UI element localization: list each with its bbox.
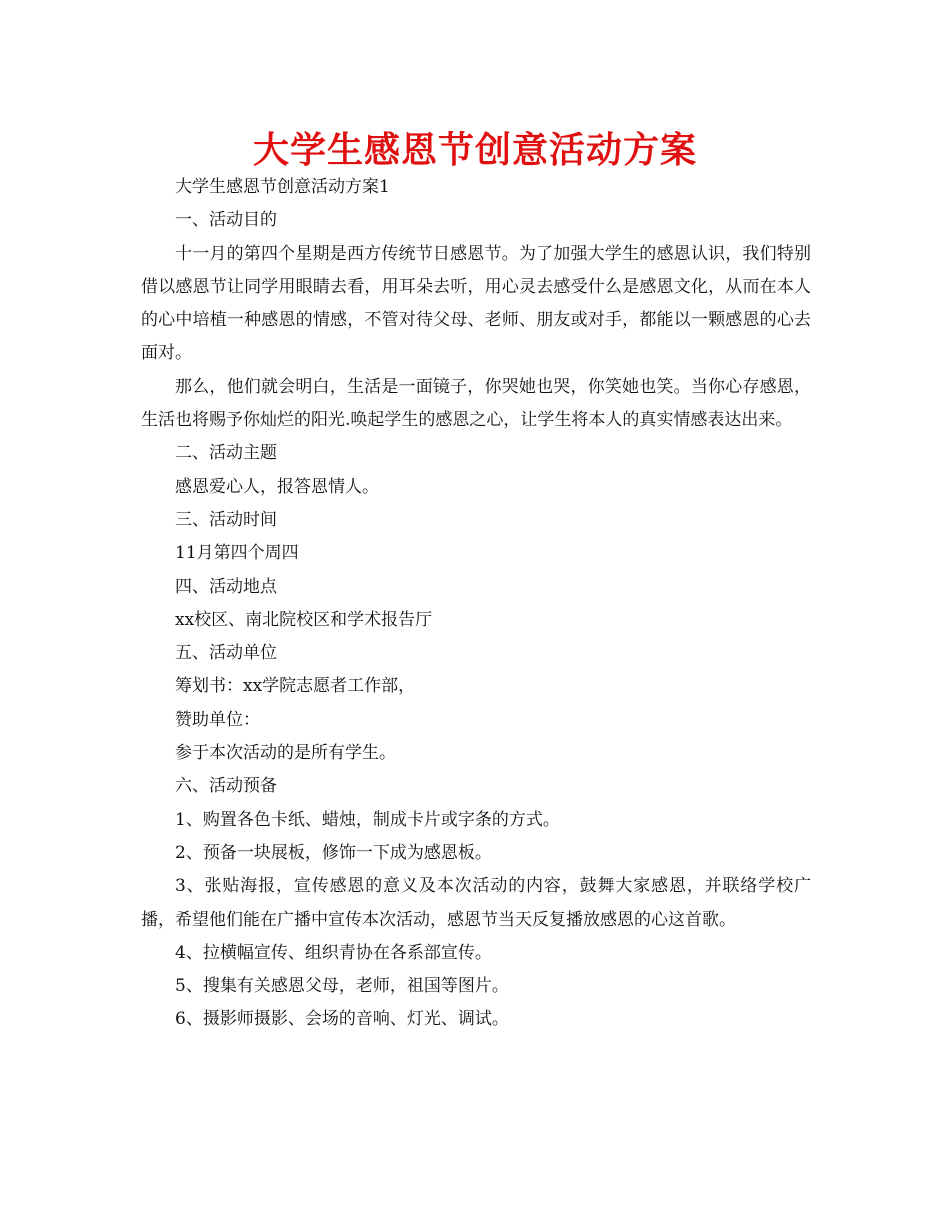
paragraph: xx校区、南北院校区和学术报告厅	[175, 609, 433, 630]
document-title: 大学生感恩节创意活动方案	[252, 130, 697, 171]
section-heading: 三、活动时间	[175, 509, 277, 530]
list-item: 1、购置各色卡纸、蜡烛，制成卡片或字条的方式。	[175, 809, 560, 830]
section-heading: 六、活动预备	[175, 776, 277, 797]
section-heading: 四、活动地点	[175, 576, 277, 597]
list-item: 2、预备一块展板，修饰一下成为感恩板。	[175, 842, 492, 863]
paragraph: 感恩爱心人，报答恩情人。	[175, 476, 379, 497]
section-heading: 一、活动目的	[175, 210, 277, 231]
paragraph: 11月第四个周四	[175, 543, 299, 564]
paragraph: 筹划书：xx学院志愿者工作部，	[175, 676, 416, 697]
document-body	[141, 171, 811, 1037]
paragraph: 赞助单位：	[175, 709, 260, 730]
section-heading: 五、活动单位	[175, 643, 277, 664]
list-item: 5、搜集有关感恩父母，老师，祖国等图片。	[175, 976, 509, 997]
section-heading: 二、活动主题	[175, 443, 277, 464]
paragraph: 那么，他们就会明白，生活是一面镜子，你哭她也哭，你笑她也笑。当你心存感恩，生活也将赐予你灿烂的阳光.唤起学生的感恩之心，让学生将本人的真实情感表达出来。	[141, 376, 811, 431]
list-item: 6、摄影师摄影、会场的音响、灯光、调试。	[175, 1009, 509, 1030]
paragraph: 十一月的第四个星期是西方传统节日感恩节。为了加强大学生的感恩认识，我们特别借以感恩节让同学用眼睛去看，用耳朵去听，用心灵去感受什么是感恩文化，从而在本人的心中培植一种感恩的情感，不管对待父母、老师、朋友或对手，都能以一颗感恩的心去面对。	[141, 243, 811, 364]
subtitle: 大学生感恩节创意活动方案1	[175, 177, 390, 197]
list-item: 3、张贴海报，宣传感恩的意义及本次活动的内容，鼓舞大家感恩，并联络学校广播，希望他们能在广播中宣传本次活动，感恩节当天反复播放感恩的心这首歌。	[141, 876, 811, 930]
list-item: 4、拉横幅宣传、组织青协在各系部宣传。	[175, 942, 492, 963]
paragraph: 参于本次活动的是所有学生。	[175, 743, 396, 764]
